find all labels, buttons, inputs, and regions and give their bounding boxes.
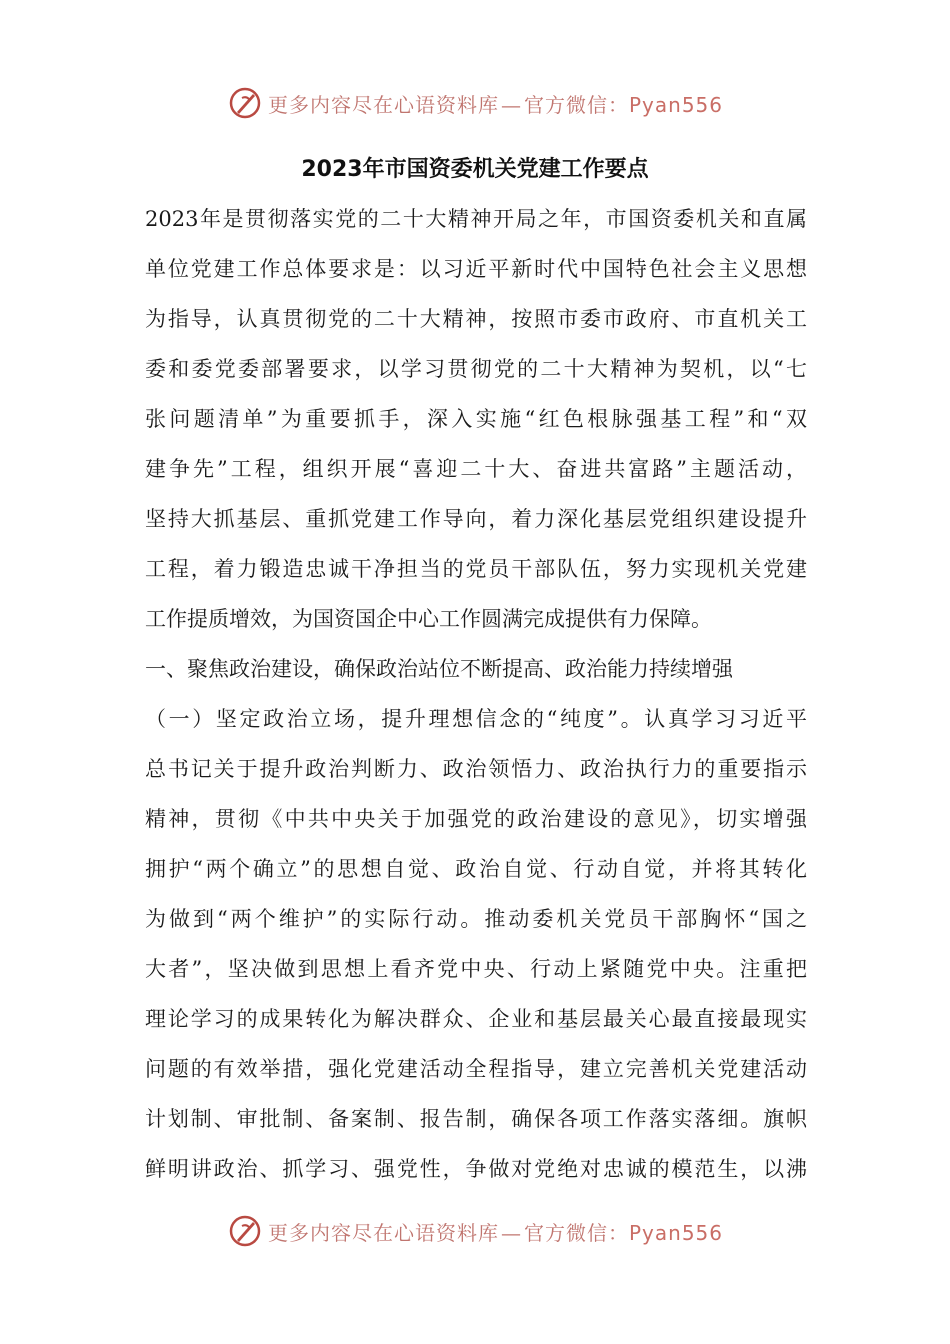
- banner-contact-id: Pyan556: [629, 1220, 724, 1245]
- banner-site-text: 更多内容尽在心语资料库: [268, 1220, 499, 1245]
- body-line: （一）坚定政治立场，提升理想信念的“纯度”。认真学习习近平: [145, 707, 807, 731]
- body-line: 拥护“两个确立”的思想自觉、政治自觉、行动自觉，并将其转化: [145, 857, 807, 881]
- document-title: 2023年市国资委机关党建工作要点: [301, 157, 649, 182]
- header-banner: [0, 83, 950, 123]
- body-line: 为做到“两个维护”的实际行动。推动委机关党员干部胸怀“国之: [145, 907, 807, 931]
- body-line: 精神，贯彻《中共中央关于加强党的政治建设的意见》，切实增强: [145, 807, 807, 831]
- body-line: 2023年是贯彻落实党的二十大精神开局之年，市国资委机关和直属: [145, 207, 807, 231]
- banner-contact-id: Pyan556: [629, 92, 724, 117]
- banner-contact-label: 官方微信：: [524, 1220, 629, 1245]
- banner-contact-label: 官方微信：: [524, 92, 629, 117]
- banner-separator: —: [501, 92, 522, 117]
- footer-banner: [0, 1211, 950, 1251]
- banner-separator: —: [501, 1220, 522, 1245]
- body-line: 单位党建工作总体要求是：以习近平新时代中国特色社会主义思想: [145, 257, 807, 281]
- body-line: 计划制、审批制、备案制、报告制，确保各项工作落实落细。旗帜: [145, 1107, 807, 1131]
- body-line: 工作提质增效，为国资国企中心工作圆满完成提供有力保障。: [145, 607, 712, 631]
- body-line: 坚持大抓基层、重抓党建工作导向，着力深化基层党组织建设提升: [145, 507, 807, 531]
- body-line: 委和委党委部署要求，以学习贯彻党的二十大精神为契机，以“七: [145, 357, 807, 381]
- body-line: 大者”，坚决做到思想上看齐党中央、行动上紧随党中央。注重把: [145, 957, 807, 981]
- document-body: [145, 201, 807, 1201]
- body-line: 鲜明讲政治、抓学习、强党性，争做对党绝对忠诚的模范生，以沸: [145, 1157, 807, 1181]
- body-line: 理论学习的成果转化为解决群众、企业和基层最关心最直接最现实: [145, 1007, 807, 1031]
- body-line: 问题的有效举措，强化党建活动全程指导，建立完善机关党建活动: [145, 1057, 807, 1081]
- body-line: 工程，着力锻造忠诚干净担当的党员干部队伍，努力实现机关党建: [145, 557, 807, 581]
- body-line: 张问题清单”为重要抓手，深入实施“红色根脉强基工程”和“双: [145, 407, 807, 431]
- logo-icon: [228, 1214, 262, 1248]
- body-line: 建争先”工程，组织开展“喜迎二十大、奋进共富路”主题活动，: [145, 457, 807, 481]
- body-line: 为指导，认真贯彻党的二十大精神，按照市委市政府、市直机关工: [145, 307, 807, 331]
- section-heading: 一、聚焦政治建设，确保政治站位不断提高、政治能力持续增强: [145, 657, 733, 681]
- banner-site-text: 更多内容尽在心语资料库: [268, 92, 499, 117]
- logo-icon: [228, 86, 262, 120]
- body-line: 总书记关于提升政治判断力、政治领悟力、政治执行力的重要指示: [145, 757, 807, 781]
